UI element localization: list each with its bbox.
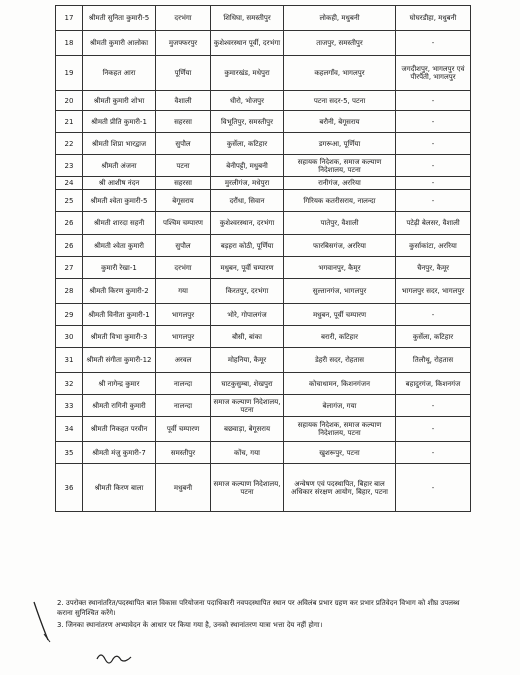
additional-charge-cell: - bbox=[396, 464, 471, 512]
current-district-cell: नालन्दा bbox=[156, 395, 211, 417]
additional-charge-cell: - bbox=[396, 177, 471, 190]
serial-number-cell: 32 bbox=[56, 373, 83, 395]
current-posting-cell: कुर्सेला, कटिहार bbox=[211, 133, 284, 155]
current-district-cell: पटना bbox=[156, 155, 211, 177]
current-posting-cell: समाज कल्याण निदेशालय, पटना bbox=[211, 464, 284, 512]
table-row bbox=[56, 235, 471, 257]
table-row bbox=[56, 190, 471, 212]
officer-name-cell: श्रीमती श्वेता कुमारी-5 bbox=[83, 190, 156, 212]
officer-name-cell: श्रीमती अंजना bbox=[83, 155, 156, 177]
current-district-cell: पश्चिम चम्पारण bbox=[156, 212, 211, 235]
officer-name-cell: श्रीमती शारदा सहनी bbox=[83, 212, 156, 235]
current-district-cell: दरभंगा bbox=[156, 257, 211, 279]
table-row bbox=[56, 304, 471, 326]
new-posting-cell: लोकही, मधुबनी bbox=[284, 6, 396, 31]
new-posting-cell: डगरूआ, पूर्णिया bbox=[284, 133, 396, 155]
serial-number-cell: 24 bbox=[56, 177, 83, 190]
officer-name-cell: श्रीमती निकहत परवीन bbox=[83, 417, 156, 442]
current-posting-cell: कुमारखंड, मधेपुरा bbox=[211, 56, 284, 91]
current-district-cell: बेगूसराय bbox=[156, 190, 211, 212]
current-posting-cell: धीरो, भोजपुर bbox=[211, 91, 284, 111]
additional-charge-cell: - bbox=[396, 304, 471, 326]
note-2: 2. उपरोक्त स्थानांतरित/पदस्थापित बाल विकास परियोजना पदाधिकारी नवपदस्थापित स्थान पर अविलंब प्रभार ग्रहण कर प्रभार प्रतिवेदन विभाग को शीघ्र उपलब्ध कराना सुनिश्चित करेंगे। bbox=[57, 599, 460, 617]
table-row bbox=[56, 257, 471, 279]
current-district-cell: वैशाली bbox=[156, 91, 211, 111]
table-row bbox=[56, 279, 471, 304]
current-posting-cell: कुशेश्वरस्थान पूर्वी, दरभंगा bbox=[211, 31, 284, 56]
current-district-cell: भागलपुर bbox=[156, 326, 211, 348]
additional-charge-cell: तिलौथू, रोहतास bbox=[396, 348, 471, 373]
table-row bbox=[56, 326, 471, 348]
new-posting-cell: सहायक निदेशक, समाज कल्याण निदेशालय, पटना bbox=[284, 155, 396, 177]
new-posting-cell: अन्वेषण एवं पदस्थापित, बिहार बाल अधिकार संरक्षण आयोग, बिहार, पटना bbox=[284, 464, 396, 512]
current-posting-cell: किरतपुर, दरभंगा bbox=[211, 279, 284, 304]
new-posting-cell: कहलगाँव, भागलपुर bbox=[284, 56, 396, 91]
current-district-cell: गया bbox=[156, 279, 211, 304]
table-row bbox=[56, 212, 471, 235]
table-row bbox=[56, 395, 471, 417]
serial-number-cell: 26 bbox=[56, 235, 83, 257]
serial-number-cell: 31 bbox=[56, 348, 83, 373]
new-posting-cell: फारबिसगंज, अररिया bbox=[284, 235, 396, 257]
current-district-cell: अरवल bbox=[156, 348, 211, 373]
officer-name-cell: श्रीमती कुमारी आलोका bbox=[83, 31, 156, 56]
officer-name-cell: श्री आशीष नंदन bbox=[83, 177, 156, 190]
serial-number-cell: 18 bbox=[56, 31, 83, 56]
officer-name-cell: श्री नागेन्द्र कुमार bbox=[83, 373, 156, 395]
officer-name-cell: कुमारी रेखा-1 bbox=[83, 257, 156, 279]
serial-number-cell: 29 bbox=[56, 304, 83, 326]
table-row bbox=[56, 31, 471, 56]
serial-number-cell: 25 bbox=[56, 190, 83, 212]
new-posting-cell: सुल्तानगंज, भागलपुर bbox=[284, 279, 396, 304]
current-posting-cell: विभूतिपुर, समस्तीपुर bbox=[211, 111, 284, 133]
new-posting-cell: बरौनी, बेगूसराय bbox=[284, 111, 396, 133]
new-posting-cell: सहायक निदेशक, समाज कल्याण निदेशालय, पटना bbox=[284, 417, 396, 442]
current-posting-cell: घाटकुसुम्बा, शेखपुरा bbox=[211, 373, 284, 395]
table-row bbox=[56, 442, 471, 464]
transfer-table-body bbox=[56, 6, 471, 512]
additional-charge-cell: पटेढ़ी बेलसर, वैशाली bbox=[396, 212, 471, 235]
note-3: 3. जिनका स्थानांतरण अभ्यावेदन के आधार पर किया गया है, उनको स्थानांतरण यात्रा भत्ता देय नहीं होगा। bbox=[57, 621, 323, 629]
current-district-cell: दरभंगा bbox=[156, 6, 211, 31]
new-posting-cell: रानीगंज, अररिया bbox=[284, 177, 396, 190]
current-district-cell: समस्तीपुर bbox=[156, 442, 211, 464]
table-row bbox=[56, 464, 471, 512]
table-row bbox=[56, 155, 471, 177]
serial-number-cell: 19 bbox=[56, 56, 83, 91]
new-posting-cell: डेहरी सदर, रोहतास bbox=[284, 348, 396, 373]
current-posting-cell: कुशेश्वरस्थान, दरभंगा bbox=[211, 212, 284, 235]
current-district-cell: मधुबनी bbox=[156, 464, 211, 512]
table-row bbox=[56, 417, 471, 442]
new-posting-cell: बरारी, कटिहार bbox=[284, 326, 396, 348]
additional-charge-cell: - bbox=[396, 91, 471, 111]
officer-name-cell: श्रीमती विभा कुमारी-3 bbox=[83, 326, 156, 348]
transfer-table bbox=[55, 5, 471, 512]
notes-section bbox=[57, 598, 477, 632]
serial-number-cell: 28 bbox=[56, 279, 83, 304]
officer-name-cell: श्रीमती प्रीति कुमारी-1 bbox=[83, 111, 156, 133]
new-posting-cell: भगवानपुर, कैमूर bbox=[284, 257, 396, 279]
serial-number-cell: 36 bbox=[56, 464, 83, 512]
additional-charge-cell: कुर्साकांटा, अररिया bbox=[396, 235, 471, 257]
current-posting-cell: बड़हरा कोठी, पूर्णिया bbox=[211, 235, 284, 257]
serial-number-cell: 21 bbox=[56, 111, 83, 133]
handwritten-stroke bbox=[30, 600, 60, 645]
officer-name-cell: श्रीमती मंजु कुमारी-7 bbox=[83, 442, 156, 464]
additional-charge-cell: - bbox=[396, 155, 471, 177]
officer-name-cell: श्रीमती संगीता कुमारी-12 bbox=[83, 348, 156, 373]
additional-charge-cell: भागलपुर सदर, भागलपुर bbox=[396, 279, 471, 304]
current-posting-cell: बौसी, बांका bbox=[211, 326, 284, 348]
officer-name-cell: श्रीमती श्वेता कुमारी bbox=[83, 235, 156, 257]
additional-charge-cell: - bbox=[396, 395, 471, 417]
additional-charge-cell: बहादुरगंज, किशनगंज bbox=[396, 373, 471, 395]
current-posting-cell: मधुबन, पूर्वी चम्पारण bbox=[211, 257, 284, 279]
current-posting-cell: शिधिघा, समस्तीपुर bbox=[211, 6, 284, 31]
officer-name-cell: श्रीमती किरण कुमारी-2 bbox=[83, 279, 156, 304]
new-posting-cell: खुशरूपुर, पटना bbox=[284, 442, 396, 464]
serial-number-cell: 27 bbox=[56, 257, 83, 279]
table-row bbox=[56, 56, 471, 91]
table-row bbox=[56, 6, 471, 31]
serial-number-cell: 33 bbox=[56, 395, 83, 417]
new-posting-cell: ताजपुर, समस्तीपुर bbox=[284, 31, 396, 56]
current-posting-cell: मुरलीगंज, मधेपुरा bbox=[211, 177, 284, 190]
handwritten-initials bbox=[95, 649, 135, 667]
serial-number-cell: 26 bbox=[56, 212, 83, 235]
new-posting-cell: पटना सदर-5, पटना bbox=[284, 91, 396, 111]
new-posting-cell: गिरियक कतरीसराय, नालन्दा bbox=[284, 190, 396, 212]
current-posting-cell: बछवाड़ा, बेगूसराय bbox=[211, 417, 284, 442]
current-district-cell: सहरसा bbox=[156, 111, 211, 133]
additional-charge-cell: चैनपुर, कैमूर bbox=[396, 257, 471, 279]
current-posting-cell: कोंच, गया bbox=[211, 442, 284, 464]
current-district-cell: सहरसा bbox=[156, 177, 211, 190]
serial-number-cell: 35 bbox=[56, 442, 83, 464]
current-district-cell: पूर्वी चम्पारण bbox=[156, 417, 211, 442]
officer-name-cell: श्रीमती विनीता कुमारी-1 bbox=[83, 304, 156, 326]
serial-number-cell: 20 bbox=[56, 91, 83, 111]
current-posting-cell: मोहनिया, कैमूर bbox=[211, 348, 284, 373]
table-row bbox=[56, 348, 471, 373]
serial-number-cell: 30 bbox=[56, 326, 83, 348]
additional-charge-cell: - bbox=[396, 442, 471, 464]
table-row bbox=[56, 177, 471, 190]
additional-charge-cell: - bbox=[396, 31, 471, 56]
officer-name-cell: निकहत आरा bbox=[83, 56, 156, 91]
current-posting-cell: समाज कल्याण निदेशालय, पटना bbox=[211, 395, 284, 417]
officer-name-cell: श्रीमती शिप्रा भारद्वाज bbox=[83, 133, 156, 155]
current-posting-cell: दरौंधा, सिवान bbox=[211, 190, 284, 212]
new-posting-cell: पातेपुर, वैशाली bbox=[284, 212, 396, 235]
officer-name-cell: श्रीमती रागिनी कुमारी bbox=[83, 395, 156, 417]
serial-number-cell: 23 bbox=[56, 155, 83, 177]
table-row bbox=[56, 133, 471, 155]
new-posting-cell: कोचाधामन, किशनगंजन bbox=[284, 373, 396, 395]
serial-number-cell: 17 bbox=[56, 6, 83, 31]
officer-name-cell: श्रीमती किरण बाला bbox=[83, 464, 156, 512]
officer-name-cell: श्रीमती सुनिता कुमारी-5 bbox=[83, 6, 156, 31]
additional-charge-cell: घोघरडीहा, मधुबनी bbox=[396, 6, 471, 31]
additional-charge-cell: - bbox=[396, 190, 471, 212]
current-district-cell: मुजफ्फरपुर bbox=[156, 31, 211, 56]
current-posting-cell: भोरे, गोपालगंज bbox=[211, 304, 284, 326]
current-district-cell: भागलपुर bbox=[156, 304, 211, 326]
table-row bbox=[56, 111, 471, 133]
additional-charge-cell: - bbox=[396, 133, 471, 155]
current-district-cell: नालन्दा bbox=[156, 373, 211, 395]
current-district-cell: सुपौल bbox=[156, 235, 211, 257]
additional-charge-cell: कुर्सेला, कटिहार bbox=[396, 326, 471, 348]
table-row bbox=[56, 373, 471, 395]
current-posting-cell: बेनीपट्टी, मधुबनी bbox=[211, 155, 284, 177]
current-district-cell: पूर्णिया bbox=[156, 56, 211, 91]
serial-number-cell: 22 bbox=[56, 133, 83, 155]
new-posting-cell: मधुबन, पूर्वी चम्पारण bbox=[284, 304, 396, 326]
additional-charge-cell: - bbox=[396, 111, 471, 133]
serial-number-cell: 34 bbox=[56, 417, 83, 442]
current-district-cell: सुपौल bbox=[156, 133, 211, 155]
new-posting-cell: बेलागंज, गया bbox=[284, 395, 396, 417]
additional-charge-cell: - bbox=[396, 417, 471, 442]
table-row bbox=[56, 91, 471, 111]
additional-charge-cell: जगदीशपुर, भागलपुर एवं पीरपैंती, भागलपुर bbox=[396, 56, 471, 91]
officer-name-cell: श्रीमती कुमारी शोभा bbox=[83, 91, 156, 111]
